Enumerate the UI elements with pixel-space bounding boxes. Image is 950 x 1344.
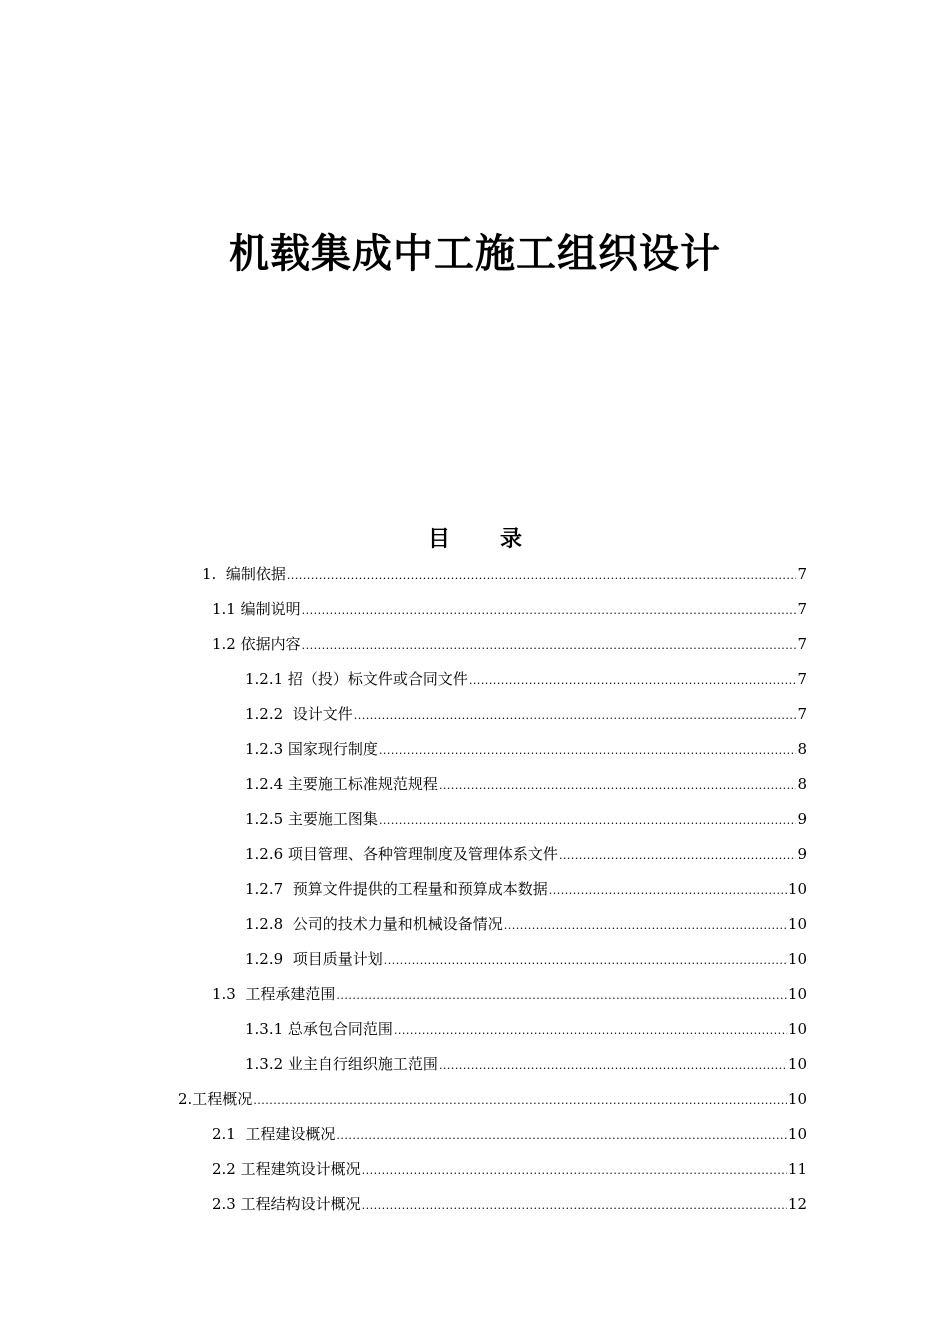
toc-entry-page: 10 [787,985,807,1003]
toc-entry-label: 1.2.9 项目质量计划 [245,950,383,968]
toc-entry-page: 10 [787,950,807,968]
toc-leader-dots [253,1089,787,1113]
toc-entry[interactable] [178,1087,807,1111]
toc-entry[interactable] [212,597,807,621]
toc-entry-page: 8 [797,740,807,758]
toc-entry-label: 2.2 工程建筑设计概况 [212,1160,361,1178]
toc-entry-page: 9 [797,845,807,863]
toc-entry-label: 2.1 工程建设概况 [212,1125,336,1143]
toc-leader-dots [384,949,787,973]
toc-entry[interactable] [245,702,807,726]
toc-entry[interactable] [245,667,807,691]
toc-entry-page: 11 [787,1160,807,1178]
toc-entry[interactable] [245,807,807,831]
toc-entry-page: 10 [787,1125,807,1143]
toc-leader-dots [504,914,787,938]
toc-entry[interactable] [245,947,807,971]
toc-entry[interactable] [212,1157,807,1181]
toc-leader-dots [439,1054,787,1078]
toc-entry-label: 1.2 依据内容 [212,635,301,653]
toc-entry-label: 1.2.2 设计文件 [245,705,353,723]
toc-entry-page: 12 [787,1195,807,1213]
toc-leader-dots [439,774,797,798]
toc-leader-dots [469,669,797,693]
toc-entry-page: 7 [797,565,807,583]
toc-leader-dots [379,739,797,763]
toc-entry-page: 7 [797,600,807,618]
toc-leader-dots [379,809,797,833]
toc-entry-page: 10 [787,1055,807,1073]
toc-leader-dots [362,1194,787,1218]
toc-leader-dots [549,879,787,903]
toc-entry-page: 10 [787,1090,807,1108]
toc-entry-label: 1.2.1 招（投）标文件或合同文件 [245,670,468,688]
toc-entry-page: 10 [787,915,807,933]
toc-entry-page: 9 [797,810,807,828]
toc-entry-label: 1.3 工程承建范围 [212,985,336,1003]
toc-entry[interactable] [202,562,807,586]
toc-entry-label: 1.2.5 主要施工图集 [245,810,378,828]
toc-entry[interactable] [245,1017,807,1041]
toc-entry-page: 10 [787,880,807,898]
toc-leader-dots [559,844,797,868]
toc-leader-dots [394,1019,787,1043]
toc-entry-label: 1.2.8 公司的技术力量和机械设备情况 [245,915,503,933]
toc-leader-dots [354,704,797,728]
toc-entry[interactable] [245,772,807,796]
toc-entry-label: 1.2.7 预算文件提供的工程量和预算成本数据 [245,880,548,898]
toc-entry-label: 1.2.4 主要施工标准规范规程 [245,775,438,793]
toc-entry-label: 1. 编制依据 [202,565,286,583]
toc-entry-page: 7 [797,670,807,688]
toc-entry-label: 1.3.1 总承包合同范围 [245,1020,393,1038]
toc-leader-dots [302,634,797,658]
toc-leader-dots [302,599,797,623]
toc-entry-page: 7 [797,635,807,653]
toc-entry[interactable] [212,632,807,656]
toc-leader-dots [287,564,797,588]
toc-entry[interactable] [245,912,807,936]
document-title: 机载集成中工施工组织设计 [229,231,721,277]
toc-entry-label: 2.工程概况 [178,1090,253,1108]
toc-heading: 目录 [427,527,572,552]
toc-leader-dots [336,1124,787,1148]
toc-entry[interactable] [212,1122,807,1146]
toc-entry[interactable] [245,1052,807,1076]
toc-entry-page: 10 [787,1020,807,1038]
toc-entry-label: 1.1 编制说明 [212,600,301,618]
toc-leader-dots [362,1159,787,1183]
toc-entry[interactable] [245,842,807,866]
toc-entry-label: 1.2.6 项目管理、各种管理制度及管理体系文件 [245,845,558,863]
toc-entry[interactable] [212,1192,807,1216]
toc-entry-label: 1.3.2 业主自行组织施工范围 [245,1055,438,1073]
toc-entry-page: 8 [797,775,807,793]
toc-entry-label: 2.3 工程结构设计概况 [212,1195,361,1213]
toc-entry-page: 7 [797,705,807,723]
toc-entry[interactable] [245,737,807,761]
toc-entry-label: 1.2.3 国家现行制度 [245,740,378,758]
toc-entry[interactable] [245,877,807,901]
toc-leader-dots [336,984,787,1008]
toc-entry[interactable] [212,982,807,1006]
